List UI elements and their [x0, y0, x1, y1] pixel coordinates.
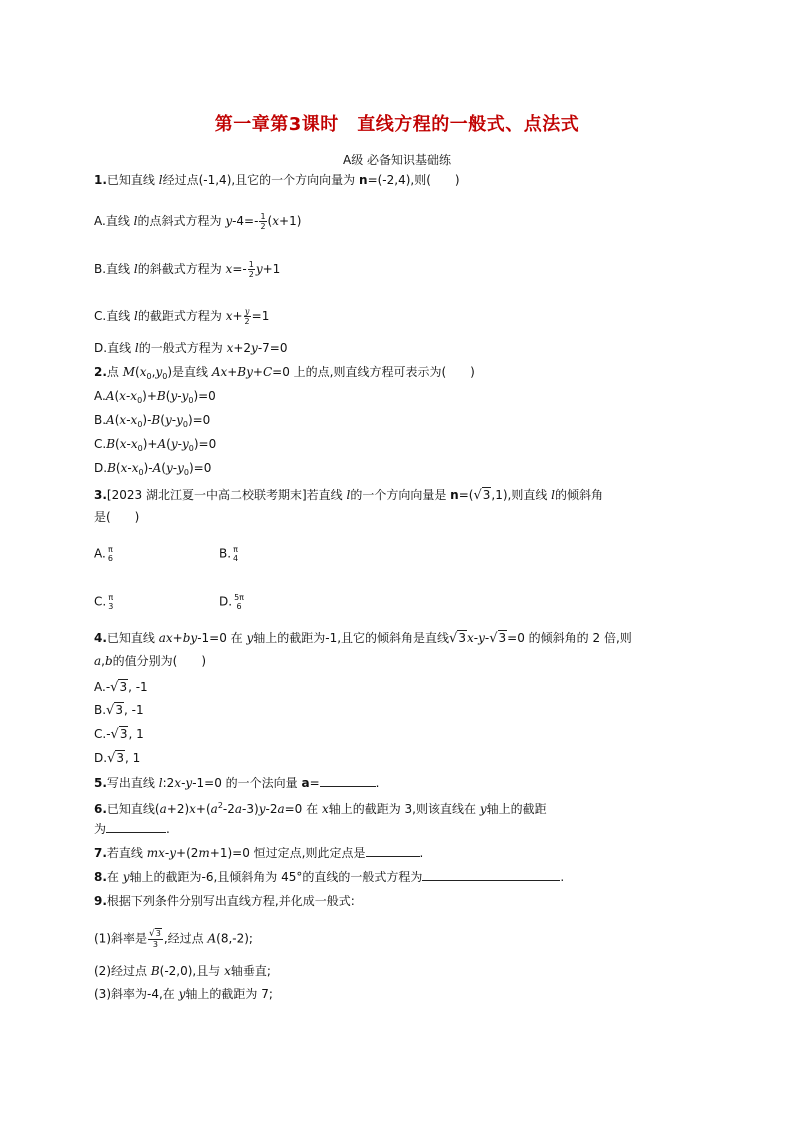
fraction: 5π 6	[234, 593, 244, 611]
q5: 5.写出直线 l:2x-y-1=0 的一个法向量 a= .	[94, 776, 380, 790]
section-heading: A级 必备知识基础练	[342, 153, 452, 167]
q3-stem: 3.[2023 湖北江夏一中高二校联考期末]若直线 l的一个方向向量是 n=(√3,1),则直线 l的倾斜角	[94, 488, 603, 503]
q3-option-d: D. 5π 6	[219, 593, 244, 611]
fraction: $\frac{√3}{3}$	[149, 929, 161, 949]
page-title: 第一章第3课时 直线方程的一般式、点法式	[214, 114, 580, 135]
answer-blank[interactable]	[320, 775, 376, 787]
q7-number: 7.	[94, 846, 107, 860]
q5-number: 5.	[94, 776, 107, 790]
q1-option-b: B.直线 l的斜截式方程为 x=- $\frac{1}{2}$ y+1	[94, 260, 281, 279]
fraction: π 6	[107, 545, 113, 563]
fraction: $\frac{y}{2}$	[244, 307, 250, 326]
sqrt: √3	[489, 631, 507, 646]
q9-part-3: (3)斜率为-4,在 y轴上的截距为 7;	[94, 987, 273, 1001]
q4-option-d: D.√3, 1	[94, 751, 141, 766]
q9-number: 9.	[94, 894, 107, 908]
sqrt: √3	[473, 488, 491, 503]
q6-number: 6.	[94, 802, 107, 816]
q2-option-b: $B.A(x-x_0)-B(y-y_0)=0$	[94, 413, 211, 429]
q3-option-c: C. π 3	[94, 593, 114, 611]
answer-blank[interactable]	[366, 845, 420, 857]
q4-number: 4.	[94, 631, 107, 645]
q3-option-a: A. π 6	[94, 545, 113, 563]
answer-blank[interactable]	[106, 821, 166, 833]
q9-stem: 9.根据下列条件分别写出直线方程,并化成一般式:	[94, 894, 355, 908]
sqrt: √3	[449, 631, 466, 646]
fraction: π 4	[233, 545, 239, 563]
q4-option-b: B.√3, -1	[94, 703, 144, 718]
q3-stem-line2: 是( )	[94, 510, 140, 524]
q4-stem: 4.已知直线 ax+by-1=0 在 y轴上的截距为-1,且它的倾斜角是直线√3x-y-√3=0 的倾斜角的 2 倍,则	[94, 631, 632, 646]
q3-number: 3.	[94, 488, 107, 502]
q1-stem: 1.已知直线 l经过点(-1,4),且它的一个方向向量为 n=(-2,4),则( )	[94, 173, 460, 187]
q8-number: 8.	[94, 870, 107, 884]
q7: 7.若直线 mx-y+(2m+1)=0 恒过定点,则此定点是 .	[94, 846, 424, 860]
q8: 8.在 y轴上的截距为-6,且倾斜角为 45°的直线的一般式方程为 .	[94, 870, 565, 884]
q4-stem-line2: a,b的值分别为( )	[94, 654, 207, 668]
q9-part-2: (2)经过点 B(-2,0),且与 x轴垂直;	[94, 964, 271, 978]
q6-line2: 为 .	[94, 822, 170, 836]
fraction: $\frac{1}{2}$	[260, 212, 266, 231]
q2-stem: 2.点 $M(x_0,y_0)$是直线 Ax+By+C=0 上的点,则直线方程可表示为( )	[94, 365, 475, 381]
fraction: $\frac{1}{2}$	[248, 260, 254, 279]
q4-option-c: C.-√3, 1	[94, 727, 144, 742]
q2-number: 2.	[94, 365, 107, 379]
q4-option-a: A.-√3, -1	[94, 680, 148, 695]
q2-option-d: $D.B(x-x_0)-A(y-y_0)=0$	[94, 461, 212, 477]
q1-number: 1.	[94, 173, 107, 187]
fraction: π 3	[108, 593, 114, 611]
q2-option-a: $A.A(x-x_0)+B(y-y_0)=0$	[94, 389, 216, 405]
q1-option-c: C.直线 l的截距式方程为 x+ $\frac{y}{2}$ =1	[94, 307, 270, 326]
q3-option-b: B. π 4	[219, 545, 239, 563]
q2-option-c: $C.B(x-x_0)+A(y-y_0)=0$	[94, 437, 217, 453]
q6: 6.已知直线$(a+2)x+(a^2-2a-3)y-2a=0$ 在 x轴上的截距为 3,则该直线在 y轴上的截距	[94, 801, 547, 816]
q9-part-1: (1)斜率是 $\frac{√3}{3}$ ,经过点 A(8,-2);	[94, 929, 253, 949]
q1-option-d: D.直线 l的一般式方程为 x+2y-7=0	[94, 341, 288, 355]
answer-blank[interactable]	[422, 869, 560, 881]
q1-option-a: A.直线 l的点斜式方程为 y-4=- $\frac{1}{2}$ (x+1)	[94, 212, 302, 231]
